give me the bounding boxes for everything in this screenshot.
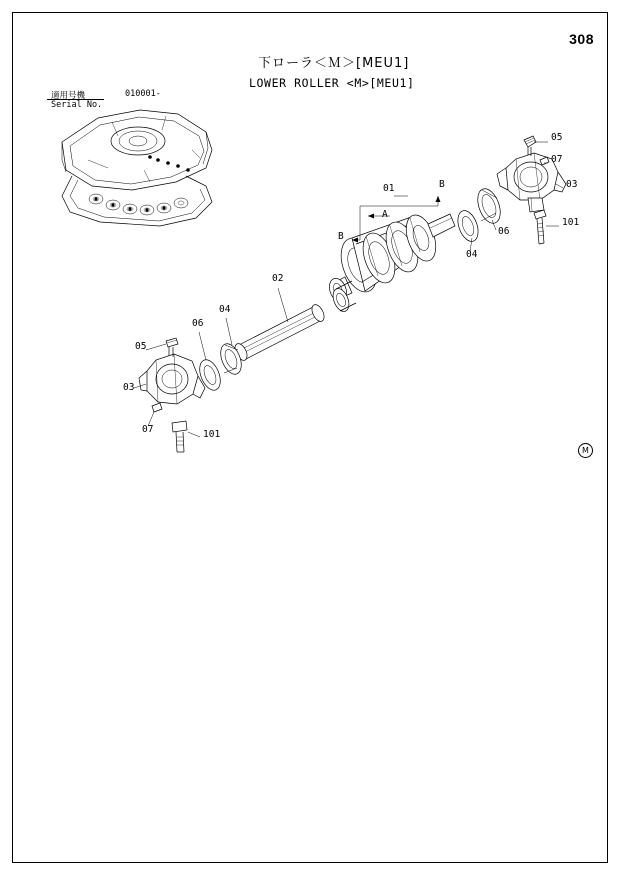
callout-05-left: 05 bbox=[135, 341, 147, 352]
callout-03-right: 03 bbox=[566, 179, 578, 190]
revision-mark: M bbox=[578, 443, 593, 458]
callout-04-left: 04 bbox=[219, 304, 231, 315]
lower-roller-body-01 bbox=[326, 211, 455, 304]
track-frame-thumbnail bbox=[62, 110, 212, 226]
right-seal-06 bbox=[473, 186, 504, 227]
left-seal-06 bbox=[196, 357, 225, 393]
callout-101-left: 101 bbox=[203, 429, 221, 440]
callout-06-left: 06 bbox=[192, 318, 204, 329]
callout-101-right: 101 bbox=[562, 217, 580, 228]
callout-04-right: 04 bbox=[466, 249, 478, 260]
callout-07-right: 07 bbox=[551, 154, 563, 165]
page-title-english: LOWER ROLLER <M>[MEU1] bbox=[249, 76, 415, 90]
right-collar-04 bbox=[454, 208, 482, 244]
callout-07-left: 07 bbox=[142, 424, 154, 435]
callout-05-right: 05 bbox=[551, 132, 563, 143]
roller-shaft-02 bbox=[232, 281, 356, 362]
callout-06-right: 06 bbox=[498, 226, 510, 237]
serial-number-value: 010001- bbox=[125, 89, 161, 99]
thumbnail-rollers bbox=[89, 194, 188, 215]
callout-02: 02 bbox=[272, 273, 284, 284]
serial-label-japanese: 適用号機 bbox=[51, 91, 86, 101]
serial-label-english: Serial No. bbox=[51, 100, 103, 110]
page-number: 308 bbox=[569, 31, 594, 47]
callout-01: 01 bbox=[383, 183, 395, 194]
page-title-japanese: 下ローラ＜Ｍ＞[MEU1] bbox=[258, 56, 410, 71]
callout-section-b-lower: B bbox=[338, 231, 344, 242]
callout-section-b-top: B bbox=[439, 179, 445, 190]
callout-section-a: A bbox=[382, 209, 388, 220]
callout-03-left: 03 bbox=[123, 382, 135, 393]
